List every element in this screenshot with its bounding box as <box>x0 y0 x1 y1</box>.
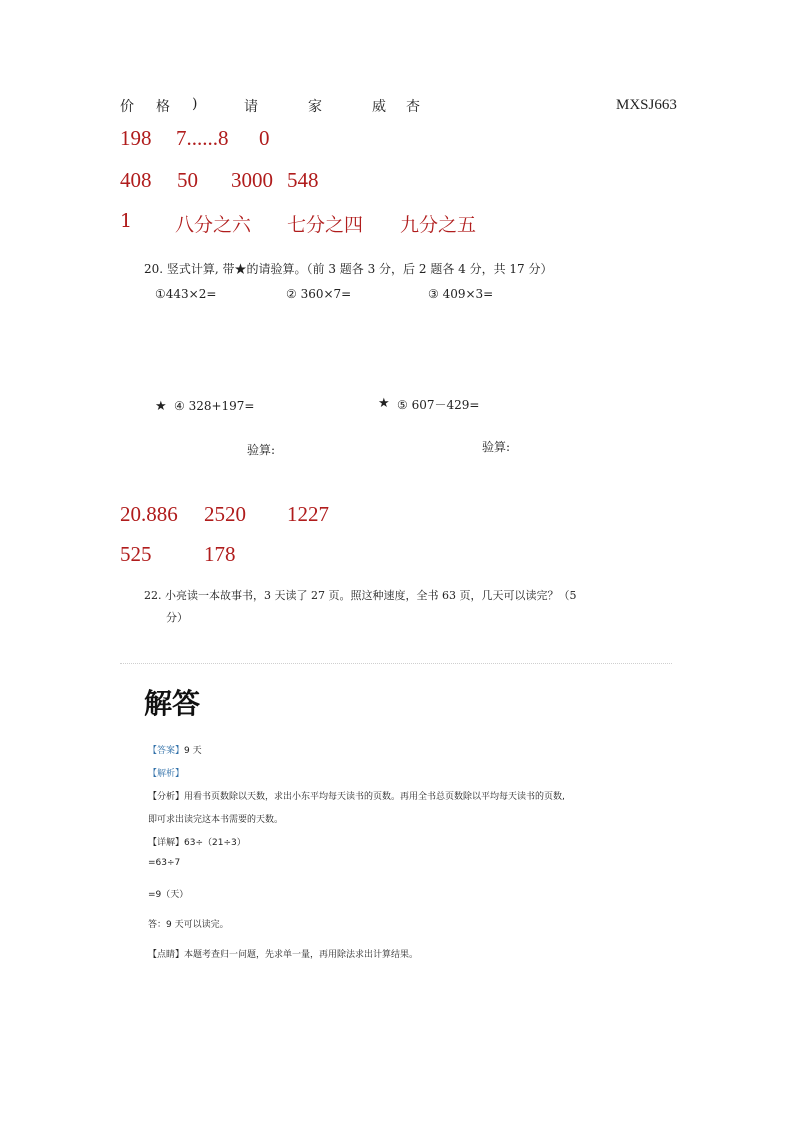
problem-4: ④ 328+197= <box>174 399 255 413</box>
detail-tag: 【详解】 <box>148 838 185 848</box>
answer-value: 0 <box>259 126 270 150</box>
header-item: 请 <box>244 99 258 115</box>
answer-value: 408 <box>120 168 152 192</box>
header-item: 价 <box>120 99 134 115</box>
answer-value: 九分之五 <box>400 214 477 236</box>
problem-5: ⑤ 607－429= <box>397 398 480 412</box>
question-22-line1: 22. 小亮读一本故事书，3 天读了 27 页。照这种速度，全书 63 页，几天可以读完？（5 <box>144 589 577 602</box>
answer-value: 1227 <box>287 502 329 526</box>
answer-value: 八分之六 <box>175 214 252 236</box>
analysis-line <box>148 766 184 779</box>
check-label: 验算: <box>482 440 511 454</box>
answer-value: 1 <box>120 210 133 232</box>
detail-line-1 <box>148 835 246 848</box>
detail-text-3: =9（天） <box>148 890 189 900</box>
question-20-title: 20. 竖式计算, 带★的请验算。（前 3 题各 3 分，后 2 题各 4 分，共 17 分） <box>144 262 553 276</box>
answer-value: 7......8 <box>176 126 229 150</box>
star-icon: ★ <box>378 396 390 411</box>
fenxi-line-2 <box>148 812 283 825</box>
detail-line-2 <box>148 858 180 868</box>
answer-line <box>148 743 202 756</box>
answer-tag: 【答案】 <box>148 746 185 756</box>
header-item: 格 <box>156 99 170 115</box>
fenxi-tag: 【分析】 <box>148 792 185 802</box>
answer-value: 3000 <box>231 168 273 192</box>
reply-line <box>148 917 229 930</box>
check-label: 验算: <box>247 443 276 457</box>
answer-value: 198 <box>120 126 152 150</box>
star-icon: ★ <box>155 399 167 414</box>
fenxi-line-1 <box>148 789 565 802</box>
fenxi-text-1: 用看书页数除以天数，求出小东平均每天读书的页数。再用全书总页数除以平均每天读书的页数, <box>184 792 565 802</box>
answer-value: 178 <box>204 542 236 566</box>
header-item: 杏 <box>406 99 420 115</box>
document-code: MXSJ663 <box>616 97 677 113</box>
answer-value: 548 <box>287 168 319 192</box>
answer-value: 50 <box>177 168 198 192</box>
analysis-tag: 【解析】 <box>148 769 185 779</box>
detail-text-1: 63÷（21÷3） <box>184 838 246 848</box>
comment-line <box>148 947 418 960</box>
answer-value: 七分之四 <box>287 214 364 236</box>
detail-line-3 <box>148 887 188 900</box>
reply-text: 答：9 天可以读完。 <box>148 920 229 930</box>
comment-text: 本题考查归一问题，先求单一量，再用除法求出计算结果。 <box>184 950 419 960</box>
fenxi-text-2: 即可求出读完这本书需要的天数。 <box>148 815 284 825</box>
comment-tag: 【点睛】 <box>148 950 185 960</box>
problem-1: ①443×2= <box>155 287 217 301</box>
problem-2: ② 360×7= <box>286 287 352 301</box>
answer-value: 2520 <box>204 502 246 526</box>
divider <box>120 663 672 664</box>
header-item: 家 <box>308 99 322 115</box>
answer-value: 20.886 <box>120 502 178 526</box>
header-item: ) <box>192 96 198 112</box>
detail-text-2: =63÷7 <box>148 858 181 868</box>
solution-heading: 解答 <box>144 687 201 720</box>
answer-value: 525 <box>120 542 152 566</box>
question-22-line2: 分） <box>166 611 188 624</box>
answer-text: 9 天 <box>184 746 202 756</box>
header-item: 威 <box>372 99 386 115</box>
problem-3: ③ 409×3= <box>428 287 494 301</box>
